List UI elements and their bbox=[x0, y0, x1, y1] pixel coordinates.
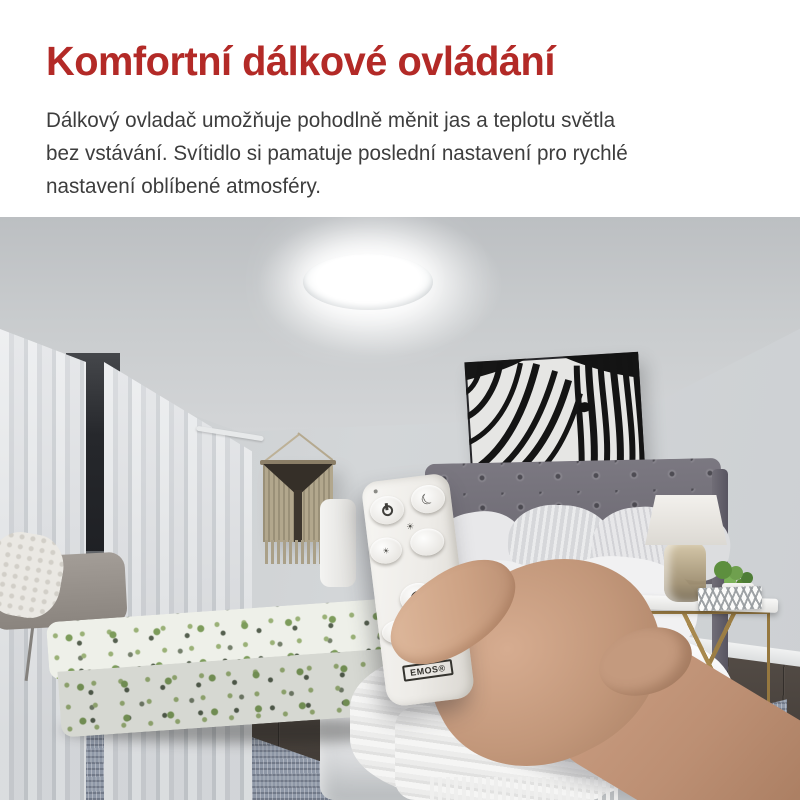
remote-led-icon bbox=[373, 489, 377, 493]
paragraph-line: Dálkový ovladač umožňuje pohodlně měnit jas a teplotu světla bbox=[46, 108, 616, 132]
ceiling-light bbox=[303, 254, 433, 310]
chevron-box bbox=[698, 586, 763, 611]
night-mode-button bbox=[409, 483, 446, 515]
power-button bbox=[368, 494, 405, 526]
emos-logo: EMOS® bbox=[402, 659, 454, 682]
potted-plant bbox=[714, 561, 732, 579]
paragraph-line: bez vstávání. Svítidlo si pamatuje poslední nastavení pro rychlé bbox=[46, 141, 628, 165]
paragraph-line: nastavení oblíbené atmosféry. bbox=[46, 174, 321, 198]
bedroom-photo bbox=[0, 217, 800, 800]
sun-icon: ☀ bbox=[405, 521, 415, 532]
moon-icon: ☾ bbox=[417, 488, 439, 510]
brightness-button bbox=[409, 527, 446, 558]
left-nightstand-lamp bbox=[320, 499, 356, 587]
text-block bbox=[46, 38, 786, 208]
ceiling-light-diffuser bbox=[317, 261, 417, 301]
power-icon bbox=[381, 504, 393, 516]
macrame-streak bbox=[294, 490, 302, 542]
page-title: Komfortní dálkové ovládání bbox=[46, 38, 555, 84]
macrame-cord bbox=[264, 433, 300, 462]
table-lamp-shade bbox=[645, 495, 727, 545]
description-paragraph bbox=[46, 104, 652, 203]
macrame-cord bbox=[297, 432, 333, 461]
brightness-button: ☀ bbox=[368, 536, 403, 566]
